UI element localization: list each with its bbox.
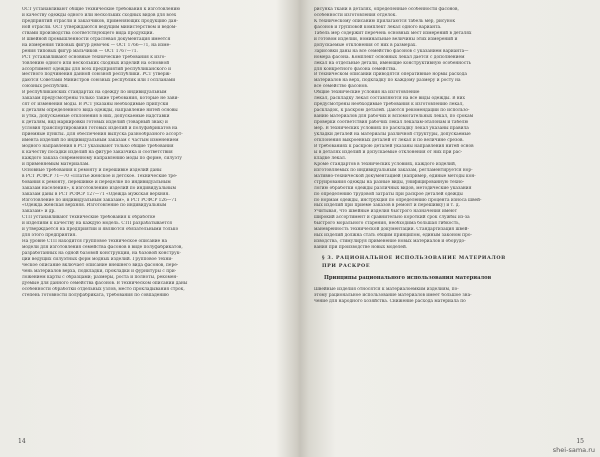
text-line: в РСТ РСФСР 71—70 «Платье женское и детское. Технические тре- [22, 173, 178, 179]
text-line: имента изделий по индивидуальным заказам с частым изменением [22, 137, 179, 143]
text-line: ассортимент одежды для всех предприятий республиканского и [22, 66, 171, 72]
subsection-title: Принципы рационального использования материалов [324, 274, 492, 281]
text-line: Кроме стандартов в технических условиях, каждого изделий, [314, 161, 457, 167]
text-line: ной отрасли. ОСТ утверждаются ведущим министерством и ведом- [22, 24, 177, 30]
text-line: чень материалов верха, подкладки, прокладки и фурнитуры с при- [22, 268, 177, 274]
text-line: предприятий отрасли и заказчиков, применяющих продукцию дан- [22, 18, 178, 24]
text-line: номера фасона. Комплект основных лекал дается с дополнением [314, 54, 465, 60]
text-line: логию обработки одежды различных видов, методические указания [314, 185, 472, 191]
text-line: даются Советами Министров союзных республик или Госпланами [22, 78, 176, 84]
text-line: В техническом описании приводятся оперативные нормы расхода [314, 72, 467, 78]
text-line: отклонения выкроенных деталей от лекал и по величине срезов. [314, 137, 464, 143]
text-line: СТП устанавливают технические требования к обработке [22, 215, 156, 221]
text-line: проверки соответствия рабочих лекал лекалам-эталонам и табелю [314, 120, 469, 126]
text-line: Общие технические условия на изготовление [314, 90, 420, 96]
text-line: дуемые для данного семейства фасонов. В техническом описании даны [22, 280, 188, 286]
text-line: заказам предусмотрены только такие требования, которые не зави- [22, 96, 179, 102]
text-line: струирования одежды на разные виды, унифицированную техно- [314, 179, 465, 185]
text-line: условия транспортирования готовых изделий и полуфабрикатов на [22, 126, 178, 132]
text-line: В швейной промышленности отраслевая документация имеется [22, 36, 171, 42]
text-line: степень готовности полуфабриката, требования по совпадению [22, 292, 169, 298]
text-line: рисунка ткани в деталях, определенные особенности фасонов, [314, 7, 459, 12]
right-page-text [314, 7, 580, 251]
text-line: ы в деталях изделий и допускаемые отклонения от них при рас- [314, 149, 463, 155]
text-line: Зарисовки даны на все семейство фасонов с указанием варианта— [314, 48, 469, 54]
section-title-continued: ПРИ РАСКРОЕ [322, 263, 371, 270]
text-line: модели для изготовления семейства фасонов в виде полуфабрикатов, [22, 245, 183, 251]
text-line: В требованиях к раскрою деталей указаны направления нитей основ [314, 143, 474, 149]
text-line: каждого заказа современному направлению моды по форме, силуэту [22, 155, 182, 161]
section-title: РАЦИОНАЛЬНОЕ ИСПОЛЬЗОВАНИЕ МАТЕРИАЛОВ [335, 255, 506, 262]
left-page-number: 14 [18, 438, 26, 445]
text-line: На уровне СТП находится групповое техническое описание на [22, 239, 168, 245]
text-line: к качеству посадки изделий на фигуре заказчика и соответствия [22, 149, 173, 155]
text-line: рения типовых фигур мальчиков — ОСТ 1767—71. [22, 48, 138, 54]
text-line: сят от изменения моды. В РСТ указаны необходимые припуски [22, 102, 169, 108]
text-line: к деталям, вид маркировки готовых изделий (товарный знак) и [22, 120, 168, 126]
text-line: ОСТ устанавливают общие технические требования к изготовлению [22, 7, 181, 12]
left-page-text [22, 7, 288, 299]
text-line: чение для народного хозяйства. Снижение расхода материала по [314, 298, 466, 304]
text-line: по нормам одежды, инструкция по определению процента износа швей- [314, 197, 482, 203]
text-line: особенности изготовления отделок. [314, 12, 397, 18]
text-line: вания при производстве новых моделей. [314, 245, 408, 251]
text-line: ствами производства соответствующего вида продукции. [22, 30, 154, 36]
text-line: материалов на верх, подкладку по каждому размеру и росту на [314, 78, 461, 84]
text-line: изводства, стимулируя применение новых материалов и оборудо- [314, 239, 466, 245]
text-line: ции ведущих силуэтных форм модных изделий. Групповое техни- [22, 257, 173, 263]
text-line: для конкретного фасона семейства. [314, 66, 397, 72]
text-line: раскладок, к раскрою деталей. Даются рекомендации по использо- [314, 108, 470, 114]
text-line: укладки деталей на материалы различной структуры, допускаемые [314, 132, 471, 138]
text-line: Табель мер содержит перечень основных мест измерений в деталях [314, 30, 472, 36]
text-line: для этого предприятия. [22, 233, 77, 239]
text-line: ванию материалов для рабочих и вспомогательных лекал, по срокам [314, 114, 474, 120]
text-line: мативно-технической документацией (например, единые методы кон- [314, 173, 476, 179]
section-number: § 3. [322, 255, 334, 262]
right-page [300, 0, 600, 457]
text-line: изготовляемых по индивидуальным заказам, регламентируется нор- [314, 167, 473, 173]
text-line: Основные требования к ремонту и перешивке изделий даны [22, 167, 162, 173]
text-line: кладке лекал. [314, 155, 347, 161]
right-page-text-bottom [314, 287, 580, 305]
text-line: приемные пункты. Для обеспечения выпуска разнообразного ассорт- [22, 132, 183, 138]
text-line: В республиканских стандартах на одежду по индивидуальным [22, 90, 167, 96]
section-heading [322, 255, 580, 261]
text-line: и применяемым материалам. [22, 161, 90, 167]
text-line: местного подчинения данной союзной республики. РСТ утверж- [22, 72, 171, 78]
site-watermark: shei-sama.ru [552, 446, 595, 454]
text-line: ных изделий при приеме заказов в ремонт и перешивку) и т. д. [314, 203, 460, 209]
text-line: все семейство фасонов. [314, 84, 369, 90]
text-line: Швейные изделия относятся к материалоемким изделиям, по- [314, 286, 459, 292]
text-line: бования к ремонту, перешивке и переделке по индивидуальным [22, 179, 171, 185]
text-line: и утка, допускаемые отклонения в них, допускаемые надставки [22, 114, 170, 120]
text-line: к деталям определенного вида одежды, направление нитей основы [22, 108, 178, 114]
text-line: ческое описание включает описание внешнего вида фасонов, пере- [22, 262, 179, 268]
text-line: фасонов и групповой комплект лекал одного варианта. [314, 24, 442, 30]
text-line: РСТ устанавливают основные технические требования к изго- [22, 54, 166, 60]
text-line: и качеству одежды одного или нескольких сходных видов для всех [22, 12, 177, 18]
text-line: заказам» и др. [22, 209, 56, 215]
text-line: модного направления в РСТ указывают только общие требования [22, 143, 174, 149]
text-line: разработанных на одной базовой конструкции, на базовой конструк- [22, 251, 181, 257]
text-line: заказам населения», к изготовлению изделий по индивидуальным [22, 185, 176, 191]
right-page-number: 15 [576, 438, 584, 445]
text-line: ных изделий должна стать общим принципом, единым законом про- [314, 233, 472, 239]
text-line: и утверждается на предприятии и являются обязательными только [22, 227, 179, 233]
text-line: широкий ассортимент и сравнительно короткий срок службы из-за [314, 215, 470, 221]
text-line: К техническому описанию прилагаются табель мер, рисунок [314, 18, 456, 24]
text-line: быстрого морального старения, необходима большая гибкость, [314, 221, 460, 227]
text-line: мер. В технических условиях по раскладку лекал указаны правила [314, 126, 469, 132]
text-line: лекал на отдельные детали, имеющие конструктивную особенность [314, 60, 471, 66]
text-line: допускаемые отклонения от них в размерах. [314, 42, 417, 48]
text-line: и изделиям к качеству на каждую модель. СТП разрабатывается [22, 221, 172, 227]
text-line: на измерения типовых фигур девочек — ОСТ 1766—71, на изме- [22, 42, 171, 48]
text-line: по определению трудовой затраты при раскрое деталей одежды [314, 191, 463, 197]
text-line: и готовом изделии, номинальные величины этих измерений и [314, 36, 458, 42]
text-line: ложением карты с образцами; размеры, роста и полноты, рекомен- [22, 274, 178, 280]
text-line: союзных республик. [22, 84, 69, 90]
text-line: товлению одного или нескольких сходных изделий на основной [22, 60, 170, 66]
text-line: Учитывая, что швейные изделия быстрого назначения имеют [314, 209, 457, 215]
text-line: Изготовление по индивидуальным заказам», в РСТ РСФСР 126—71 [22, 197, 177, 203]
text-line: маневренность технической документации. Стандартизация швей- [314, 227, 469, 233]
text-line: заказам даны в РСТ РСФСР 127—71 «Одежда мужская верхняя. [22, 191, 170, 197]
text-line: этому рациональное использование материалов имеет большое зна- [314, 292, 472, 298]
text-line: лекал, раскладку лекал составляются на все виды одежды. В них [314, 96, 465, 102]
text-line: «Одежда женская верхняя. Изготовление по индивидуальным [22, 203, 167, 209]
text-line: особенности обработки отдельных узлов, место прокладывания строк, [22, 286, 185, 292]
text-line: предусмотрены необходимые требования к изготовлению лекал, [314, 102, 464, 108]
